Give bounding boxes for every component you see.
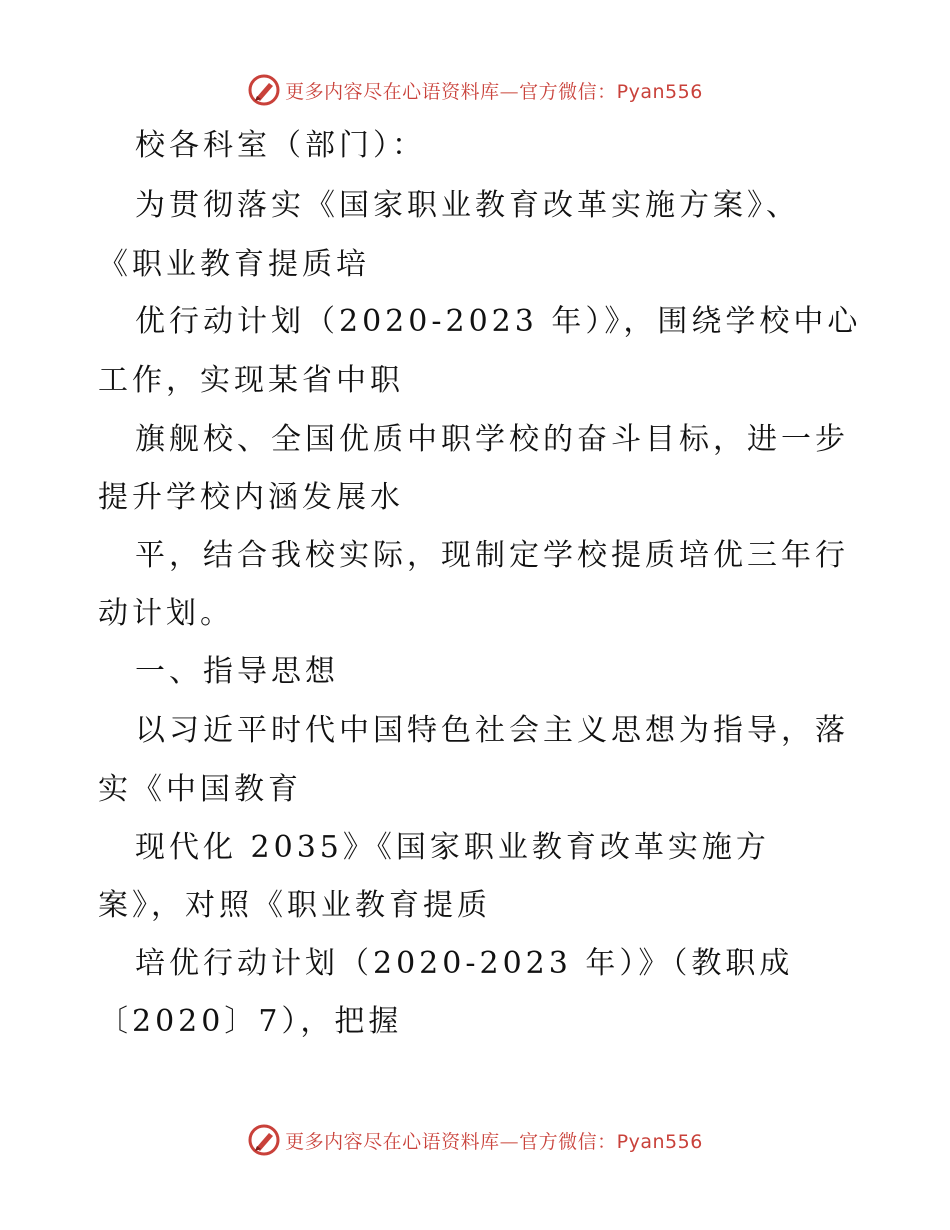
banner-suffix-text: 官方微信：Pyan556 (519, 80, 703, 103)
pen-seal-icon (247, 73, 281, 107)
section-heading: 一、指导思想 (135, 654, 339, 689)
footer-banner (0, 1120, 950, 1160)
text-line: 为贯彻落实《国家职业教育改革实施方案》、 (135, 188, 800, 223)
text-line: 《职业教育提质培 (98, 247, 370, 282)
banner-separator: — (499, 1130, 520, 1153)
banner-separator: — (499, 80, 520, 103)
text-line: 以习近平时代中国特色社会主义思想为指导，落 (135, 713, 849, 748)
header-banner (0, 70, 950, 110)
text-line: 动计划。 (98, 596, 234, 631)
text-line: 提升学校内涵发展水 (98, 480, 404, 515)
text-line: 校各科室（部门）： (135, 128, 426, 163)
text-line: 优行动计划（2020-2023 年）》，围绕学校中心 (135, 304, 862, 339)
banner-text (285, 1127, 703, 1154)
text-line: 培优行动计划（2020-2023 年）》（教职成 (135, 946, 794, 981)
text-line: 平，结合我校实际，现制定学校提质培优三年行 (135, 538, 849, 573)
pen-seal-icon (247, 1123, 281, 1157)
text-line: 旗舰校、全国优质中职学校的奋斗目标，进一步 (135, 422, 849, 457)
text-line: 现代化 2035》《国家职业教育改革实施方 (135, 830, 770, 865)
text-line: 案》，对照《职业教育提质 (98, 888, 491, 923)
text-line: 工作，实现某省中职 (98, 363, 404, 398)
banner-main-text: 更多内容尽在心语资料库 (285, 80, 500, 103)
text-line: 〔2020〕7），把握 (98, 1004, 403, 1039)
banner-main-text: 更多内容尽在心语资料库 (285, 1130, 500, 1153)
banner-text (285, 77, 703, 104)
text-line: 实《中国教育 (98, 772, 302, 807)
banner-suffix-text: 官方微信：Pyan556 (519, 1130, 703, 1153)
